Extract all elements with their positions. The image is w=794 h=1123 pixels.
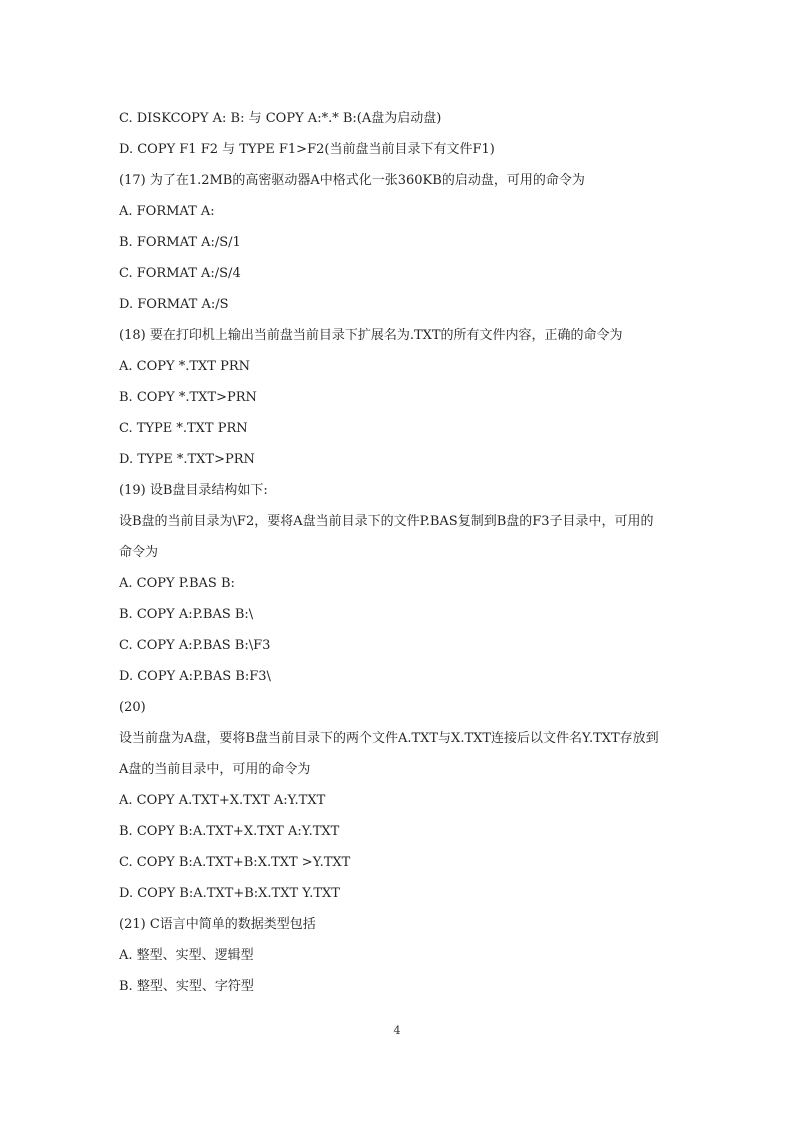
text-line: D. COPY B:A.TXT+B:X.TXT Y.TXT bbox=[119, 886, 340, 901]
text-line: C. COPY B:A.TXT+B:X.TXT >Y.TXT bbox=[119, 855, 351, 870]
text-line: (18) 要在打印机上输出当前盘当前目录下扩展名为.TXT的所有文件内容，正确的命令为 bbox=[119, 328, 623, 343]
text-line: B. 整型、实型、字符型 bbox=[119, 979, 254, 994]
text-line: 命令为 bbox=[119, 545, 159, 560]
text-line: A. 整型、实型、逻辑型 bbox=[119, 948, 254, 963]
text-line: A盘的当前目录中，可用的命令为 bbox=[119, 762, 311, 777]
text-line: A. COPY A.TXT+X.TXT A:Y.TXT bbox=[119, 793, 326, 808]
text-line: (17) 为了在1.2MB的高密驱动器A中格式化一张360KB的启动盘，可用的命令为 bbox=[119, 173, 585, 188]
text-line: (19) 设B盘目录结构如下: bbox=[119, 483, 268, 498]
text-line: B. FORMAT A:/S/1 bbox=[119, 235, 241, 250]
text-line: 设当前盘为A盘，要将B盘当前目录下的两个文件A.TXT与X.TXT连接后以文件名Y.TXT存放到 bbox=[119, 731, 659, 746]
text-line: C. TYPE *.TXT PRN bbox=[119, 421, 248, 436]
text-line: D. COPY A:P.BAS B:F3\ bbox=[119, 669, 271, 684]
text-line: 设B盘的当前目录为\F2，要将A盘当前目录下的文件P.BAS复制到B盘的F3子目录中，可用的 bbox=[119, 514, 654, 529]
text-line: D. COPY F1 F2 与 TYPE F1>F2(当前盘当前目录下有文件F1) bbox=[119, 142, 495, 157]
text-line: (20) bbox=[119, 700, 146, 715]
text-line: C. DISKCOPY A: B: 与 COPY A:*.* B:(A盘为启动盘) bbox=[119, 111, 442, 126]
text-line: (21) C语言中简单的数据类型包括 bbox=[119, 917, 316, 932]
text-line: B. COPY *.TXT>PRN bbox=[119, 390, 257, 405]
text-line: C. FORMAT A:/S/4 bbox=[119, 266, 241, 281]
text-line: D. TYPE *.TXT>PRN bbox=[119, 452, 255, 467]
text-line: A. COPY P.BAS B: bbox=[119, 576, 235, 591]
text-line: B. COPY A:P.BAS B:\ bbox=[119, 607, 254, 622]
text-line: A. COPY *.TXT PRN bbox=[119, 359, 250, 374]
document-body bbox=[119, 103, 679, 1002]
text-line: B. COPY B:A.TXT+X.TXT A:Y.TXT bbox=[119, 824, 340, 839]
text-line: A. FORMAT A: bbox=[119, 204, 215, 219]
text-line: C. COPY A:P.BAS B:\F3 bbox=[119, 638, 271, 653]
page-number: 4 bbox=[393, 1024, 401, 1037]
text-line: D. FORMAT A:/S bbox=[119, 297, 229, 312]
